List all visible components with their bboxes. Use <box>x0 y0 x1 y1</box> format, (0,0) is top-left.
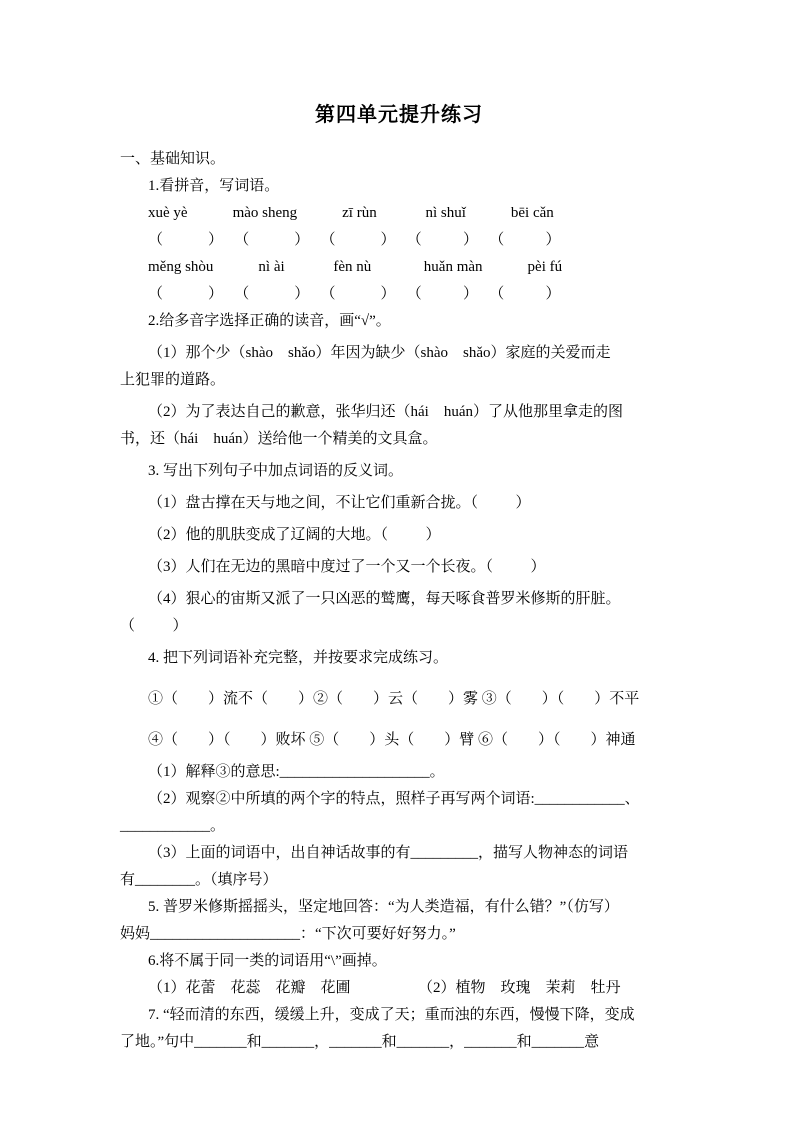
text-line: 1.看拼音，写词语。 <box>148 178 280 194</box>
text-line: （2）观察②中所填的两个字的特点，照样子再写两个词语:____________、 <box>148 791 640 807</box>
text-line: 3. 写出下列句子中加点词语的反义词。 <box>148 463 404 479</box>
text-line: （2）为了表达自己的歉意，张华归还（hái huán）了从他那里拿走的图 <box>148 404 623 420</box>
text-line: 5. 普罗米修斯摇摇头，坚定地回答：“为人类造福，有什么错？”（仿写） <box>148 899 619 915</box>
document-body <box>120 146 678 1056</box>
text-line: 6.将不属于同一类的词语用“\”画掉。 <box>148 953 387 969</box>
text-line: 4. 把下列词语补充完整，并按要求完成练习。 <box>148 650 449 666</box>
text-line: ①（ ）流不（ ）②（ ）云（ ）雾 ③（ ）（ ）不平 <box>148 691 640 707</box>
text-line: （ ） （ ） （ ） （ ） （ ） <box>148 286 561 302</box>
page-title: 第四单元提升练习 <box>315 104 483 126</box>
text-line: 7. “轻而清的东西，缓缓上升，变成了天；重而浊的东西，慢慢下降，变成 <box>148 1007 635 1023</box>
text-line: 了地。”句中_______和_______，_______和_______，_______和_______意 <box>120 1034 600 1050</box>
text-line: 妈妈____________________：“下次可要好好努力。” <box>120 926 456 942</box>
text-line: （1）盘古撑在天与地之间，不让它们重新合拢。（ ） <box>148 495 531 511</box>
text-line: ____________。 <box>120 818 226 834</box>
text-line: 上犯罪的道路。 <box>120 372 226 388</box>
text-line: měng shòu nì ài fèn nù huǎn màn pèi fú <box>148 259 563 275</box>
text-line: 有________。（填序号） <box>120 872 278 888</box>
text-line: （2）他的肌肤变成了辽阔的大地。（ ） <box>148 527 441 543</box>
text-line: （1）花蕾 花蕊 花瓣 花圃 （2）植物 玫瑰 茉莉 牡丹 <box>148 980 621 996</box>
text-line: （ ） （ ） （ ） （ ） （ ） <box>148 232 561 248</box>
text-line: 一、基础知识。 <box>120 151 226 167</box>
text-line: （3）上面的词语中，出自神话故事的有_________，描写人物神态的词语 <box>148 845 629 861</box>
text-line: （4）狠心的宙斯又派了一只凶恶的鹫鹰，每天啄食普罗米修斯的肝脏。 <box>148 591 621 607</box>
text-line: （3）人们在无边的黑暗中度过了一个又一个长夜。（ ） <box>148 559 546 575</box>
text-line: 书，还（hái huán）送给他一个精美的文具盒。 <box>120 431 438 447</box>
text-line: xuè yè mào sheng zī rùn nì shuǐ bēi cǎn <box>148 205 554 221</box>
text-line: （1）解释③的意思:____________________。 <box>148 764 445 780</box>
text-line: （1）那个少（shào shǎo）年因为缺少（shào shǎo）家庭的关爱而走 <box>148 345 611 361</box>
text-line: （ ） <box>120 618 188 634</box>
text-line: ④（ ）（ ）败坏 ⑤（ ）头（ ）臂 ⑥（ ）（ ）神通 <box>148 732 636 748</box>
text-line: 2.给多音字选择正确的读音，画“√”。 <box>148 313 391 329</box>
